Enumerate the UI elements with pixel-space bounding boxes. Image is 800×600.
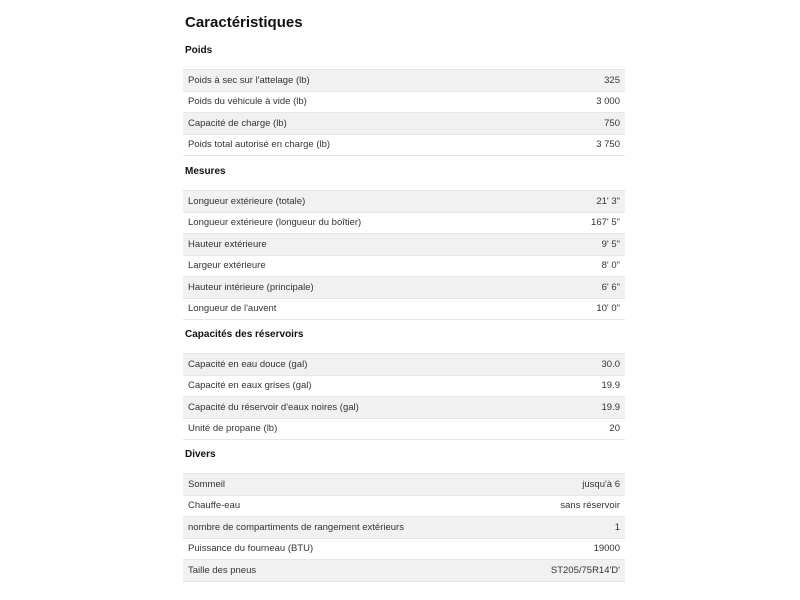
- table-row: [183, 191, 625, 213]
- spec-value: 6' 6": [547, 277, 625, 299]
- table-row: [183, 298, 625, 320]
- spec-label: Hauteur extérieure: [183, 234, 547, 256]
- spec-label: Sommeil: [183, 474, 510, 496]
- spec-value: 1: [510, 517, 625, 539]
- table-row: [183, 113, 625, 135]
- spec-label: Unité de propane (lb): [183, 418, 565, 440]
- section-title-poids: Poids: [185, 45, 213, 56]
- spec-label: Taille des pneus: [183, 560, 510, 582]
- spec-value: 3 750: [545, 134, 625, 156]
- table-row: [183, 375, 625, 397]
- spec-label: Largeur extérieure: [183, 255, 547, 277]
- spec-label: Poids du véhicule à vide (lb): [183, 91, 545, 113]
- spec-label: Longueur de l'auvent: [183, 298, 547, 320]
- table-row: [183, 354, 625, 376]
- spec-label: Hauteur intérieure (principale): [183, 277, 547, 299]
- page-title: Caractéristiques: [185, 14, 303, 31]
- spec-value: 21' 3": [547, 191, 625, 213]
- spec-label: Poids total autorisé en charge (lb): [183, 134, 545, 156]
- spec-value: sans réservoir: [510, 495, 625, 517]
- table-row: [183, 560, 625, 582]
- spec-label: Chauffe-eau: [183, 495, 510, 517]
- spec-label: Capacité en eau douce (gal): [183, 354, 565, 376]
- spec-value: 19.9: [565, 397, 625, 419]
- spec-value: 19000: [510, 538, 625, 560]
- spec-label: Poids à sec sur l'attelage (lb): [183, 70, 545, 92]
- spec-table-mesures: [183, 190, 625, 320]
- spec-value: 167' 5": [547, 212, 625, 234]
- spec-value: 750: [545, 113, 625, 135]
- spec-table-poids: [183, 69, 625, 156]
- spec-value: 8' 0": [547, 255, 625, 277]
- table-row: [183, 397, 625, 419]
- spec-label: nombre de compartiments de rangement extérieurs: [183, 517, 510, 539]
- table-row: [183, 212, 625, 234]
- table-row: [183, 495, 625, 517]
- section-title-mesures: Mesures: [185, 166, 226, 177]
- spec-table-reservoirs: [183, 353, 625, 440]
- section-title-reservoirs: Capacités des réservoirs: [185, 329, 304, 340]
- table-row: [183, 517, 625, 539]
- spec-value: jusqu'à 6: [510, 474, 625, 496]
- table-row: [183, 91, 625, 113]
- spec-table-divers: [183, 473, 625, 582]
- spec-label: Longueur extérieure (totale): [183, 191, 547, 213]
- spec-label: Longueur extérieure (longueur du boîtier): [183, 212, 547, 234]
- table-row: [183, 277, 625, 299]
- spec-value: 10' 0": [547, 298, 625, 320]
- spec-label: Capacité du réservoir d'eaux noires (gal): [183, 397, 565, 419]
- table-row: [183, 234, 625, 256]
- spec-value: 30.0: [565, 354, 625, 376]
- spec-value: 325: [545, 70, 625, 92]
- table-row: [183, 538, 625, 560]
- table-row: [183, 474, 625, 496]
- spec-value: 9' 5": [547, 234, 625, 256]
- spec-value: 19.9: [565, 375, 625, 397]
- spec-value: 20: [565, 418, 625, 440]
- table-row: [183, 70, 625, 92]
- spec-label: Capacité de charge (lb): [183, 113, 545, 135]
- spec-value: 3 000: [545, 91, 625, 113]
- table-row: [183, 134, 625, 156]
- section-title-divers: Divers: [185, 449, 216, 460]
- table-row: [183, 418, 625, 440]
- spec-value: ST205/75R14'D': [510, 560, 625, 582]
- table-row: [183, 255, 625, 277]
- spec-label: Capacité en eaux grises (gal): [183, 375, 565, 397]
- spec-label: Puissance du fourneau (BTU): [183, 538, 510, 560]
